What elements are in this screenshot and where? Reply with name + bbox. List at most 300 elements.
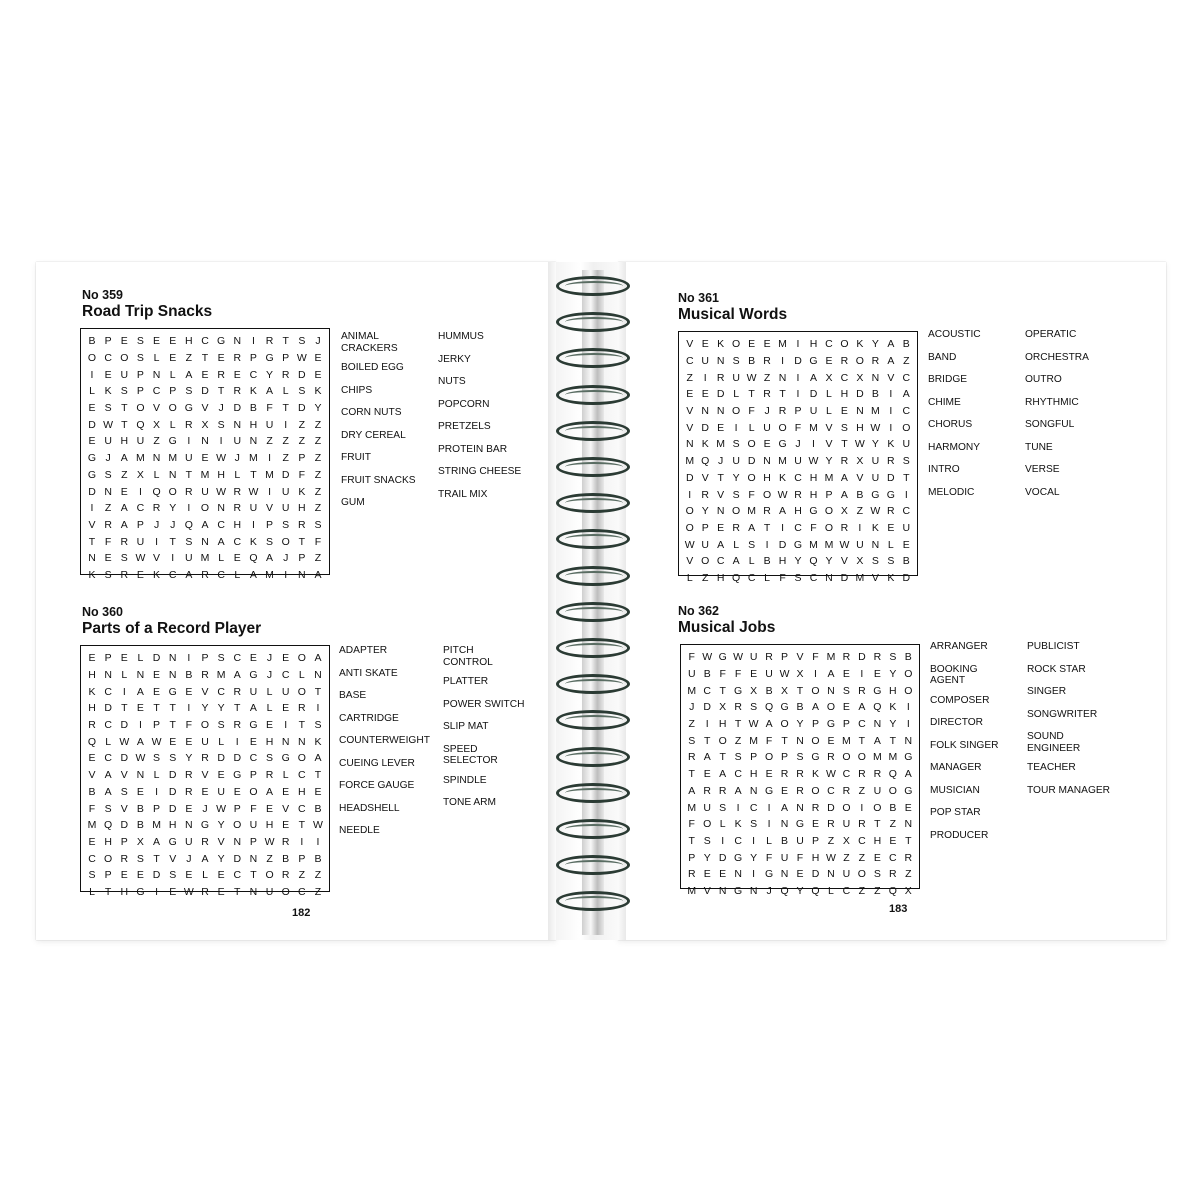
grid-letter: N bbox=[904, 734, 913, 747]
grid-letter: I bbox=[284, 719, 288, 732]
grid-letter: M bbox=[749, 734, 758, 747]
grid-letter: R bbox=[233, 485, 242, 498]
grid-letter: E bbox=[169, 735, 177, 748]
grid-letter: R bbox=[718, 784, 727, 797]
grid-letter: Z bbox=[314, 452, 322, 465]
grid-letter: E bbox=[873, 668, 881, 681]
grid-letter: D bbox=[809, 388, 818, 401]
grid-letter: S bbox=[217, 418, 225, 431]
grid-letter: A bbox=[249, 568, 257, 581]
grid-letter: R bbox=[827, 751, 835, 764]
grid-letter: R bbox=[201, 835, 209, 848]
grid-letter: N bbox=[825, 571, 833, 584]
grid-letter: D bbox=[201, 385, 209, 398]
grid-letter: E bbox=[88, 402, 96, 415]
grid-letter: J bbox=[689, 701, 695, 714]
word-list-item: GUM bbox=[341, 497, 365, 508]
grid-letter: U bbox=[136, 535, 145, 548]
grid-letter: W bbox=[825, 851, 836, 864]
grid-letter: B bbox=[871, 388, 879, 401]
grid-letter: A bbox=[873, 734, 881, 747]
grid-letter: M bbox=[687, 801, 697, 814]
grid-letter: E bbox=[825, 355, 833, 368]
grid-row bbox=[682, 419, 914, 436]
grid-letter: S bbox=[719, 801, 727, 814]
grid-letter: D bbox=[233, 402, 242, 415]
grid-letter: E bbox=[88, 752, 96, 765]
grid-letter: F bbox=[734, 668, 742, 681]
grid-letter: P bbox=[750, 751, 758, 764]
grid-letter: N bbox=[201, 435, 209, 448]
grid-letter: M bbox=[265, 468, 274, 481]
grid-letter: Y bbox=[217, 702, 225, 715]
grid-row bbox=[84, 567, 326, 584]
grid-letter: W bbox=[313, 819, 323, 832]
grid-letter: A bbox=[887, 338, 895, 351]
puzzle-360 bbox=[82, 605, 261, 638]
grid-letter: W bbox=[135, 552, 146, 565]
grid-row bbox=[684, 816, 916, 833]
grid-letter: G bbox=[778, 438, 787, 451]
grid-letter: R bbox=[201, 752, 209, 765]
grid-letter: Z bbox=[889, 818, 897, 831]
grid-letter: R bbox=[734, 701, 742, 714]
grid-letter: O bbox=[762, 488, 772, 501]
word-list-item: HUMMUS bbox=[438, 331, 484, 342]
grid-letter: D bbox=[168, 785, 177, 798]
grid-letter: J bbox=[266, 652, 273, 665]
grid-letter: H bbox=[840, 388, 849, 401]
grid-letter: N bbox=[701, 405, 709, 418]
grid-letter: H bbox=[763, 471, 771, 484]
grid-letter: R bbox=[827, 818, 835, 831]
grid-letter: L bbox=[282, 769, 289, 782]
grid-row bbox=[84, 383, 326, 400]
grid-letter: M bbox=[778, 338, 787, 351]
grid-letter: M bbox=[687, 684, 697, 697]
grid-letter: O bbox=[811, 734, 820, 747]
grid-letter: V bbox=[701, 471, 709, 484]
grid-letter: L bbox=[733, 538, 740, 551]
spiral-coil bbox=[556, 566, 630, 586]
grid-letter: V bbox=[686, 421, 694, 434]
grid-letter: U bbox=[104, 435, 112, 448]
grid-letter: Z bbox=[153, 435, 160, 448]
grid-letter: F bbox=[185, 719, 193, 732]
grid-letter: M bbox=[87, 819, 97, 832]
grid-letter: A bbox=[840, 471, 848, 484]
grid-letter: P bbox=[811, 834, 819, 847]
grid-row bbox=[682, 353, 914, 370]
grid-letter: R bbox=[281, 835, 290, 848]
grid-letter: Z bbox=[266, 435, 273, 448]
grid-letter: Q bbox=[873, 701, 882, 714]
word-list-item: OUTRO bbox=[1025, 374, 1062, 385]
grid-letter: M bbox=[809, 538, 818, 551]
grid-letter: T bbox=[858, 734, 866, 747]
grid-letter: L bbox=[153, 352, 160, 365]
grid-letter: E bbox=[201, 452, 209, 465]
grid-letter: E bbox=[796, 868, 804, 881]
grid-letter: O bbox=[857, 751, 866, 764]
grid-letter: T bbox=[169, 535, 176, 548]
grid-letter: E bbox=[136, 702, 144, 715]
grid-letter: J bbox=[202, 802, 208, 815]
grid-letter: V bbox=[717, 488, 725, 501]
grid-letter: N bbox=[136, 769, 145, 782]
grid-letter: U bbox=[732, 455, 740, 468]
grid-letter: N bbox=[298, 568, 306, 581]
grid-letter: Z bbox=[298, 869, 306, 882]
grid-row bbox=[684, 783, 916, 800]
grid-letter: U bbox=[217, 785, 225, 798]
grid-letter: O bbox=[701, 555, 710, 568]
grid-letter: S bbox=[104, 802, 112, 815]
grid-letter: V bbox=[686, 405, 694, 418]
grid-letter: P bbox=[282, 352, 290, 365]
grid-letter: J bbox=[105, 452, 111, 465]
grid-letter: F bbox=[719, 668, 726, 681]
grid-letter: X bbox=[719, 701, 727, 714]
grid-letter: I bbox=[889, 388, 893, 401]
grid-letter: C bbox=[104, 752, 112, 765]
grid-letter: A bbox=[748, 521, 756, 534]
grid-row bbox=[84, 683, 326, 700]
grid-letter: P bbox=[298, 552, 306, 565]
grid-letter: J bbox=[266, 669, 273, 682]
word-list-item: NEEDLE bbox=[339, 825, 380, 836]
grid-row bbox=[682, 453, 914, 470]
word-list-item: SPINDLE bbox=[443, 774, 487, 786]
grid-letter: T bbox=[121, 418, 128, 431]
grid-letter: L bbox=[234, 468, 241, 481]
grid-letter: L bbox=[169, 418, 176, 431]
grid-letter: C bbox=[217, 568, 225, 581]
word-list-item: SLIP MAT bbox=[443, 721, 489, 732]
grid-letter: E bbox=[233, 785, 241, 798]
grid-letter: B bbox=[314, 802, 322, 815]
grid-letter: I bbox=[860, 801, 864, 814]
grid-letter: E bbox=[88, 652, 96, 665]
grid-letter: A bbox=[314, 568, 322, 581]
grid-letter: N bbox=[298, 735, 306, 748]
grid-letter: I bbox=[122, 685, 126, 698]
grid-letter: S bbox=[120, 552, 128, 565]
grid-letter: K bbox=[88, 568, 96, 581]
grid-letter: L bbox=[234, 568, 241, 581]
grid-letter: U bbox=[902, 521, 911, 534]
grid-letter: A bbox=[201, 852, 209, 865]
grid-letter: L bbox=[89, 385, 95, 398]
grid-letter: H bbox=[809, 488, 818, 501]
grid-letter: N bbox=[249, 435, 258, 448]
grid-letter: G bbox=[809, 505, 818, 518]
grid-row bbox=[682, 369, 914, 386]
grid-letter: Z bbox=[686, 371, 693, 384]
grid-letter: O bbox=[168, 485, 177, 498]
grid-letter: R bbox=[201, 568, 209, 581]
grid-letter: W bbox=[733, 651, 744, 664]
grid-letter: E bbox=[233, 552, 241, 565]
grid-letter: I bbox=[268, 485, 271, 498]
grid-letter: U bbox=[281, 485, 290, 498]
grid-letter: X bbox=[781, 684, 789, 697]
grid-letter: U bbox=[249, 685, 258, 698]
grid-letter: T bbox=[234, 702, 241, 715]
grid-letter: F bbox=[298, 468, 306, 481]
spiral-coil bbox=[556, 783, 630, 803]
word-list-item: BRIDGE bbox=[928, 374, 968, 385]
grid-letter: I bbox=[812, 438, 815, 451]
grid-letter: I bbox=[235, 735, 239, 748]
grid-letter: E bbox=[750, 668, 758, 681]
grid-letter: C bbox=[842, 884, 851, 897]
grid-letter: R bbox=[778, 405, 787, 418]
grid-letter: V bbox=[169, 852, 177, 865]
grid-letter: E bbox=[249, 652, 257, 665]
grid-letter: U bbox=[136, 435, 145, 448]
grid-letter: O bbox=[873, 801, 882, 814]
grid-letter: J bbox=[315, 335, 321, 348]
grid-letter: Z bbox=[314, 418, 322, 431]
grid-letter: U bbox=[281, 685, 290, 698]
word-list-column bbox=[339, 645, 443, 848]
word-list-item: TUNE bbox=[1025, 441, 1053, 453]
grid-letter: R bbox=[763, 388, 771, 401]
grid-row bbox=[682, 486, 914, 503]
word-list bbox=[928, 329, 1120, 509]
grid-letter: H bbox=[88, 702, 96, 715]
grid-letter: I bbox=[155, 785, 159, 798]
grid-letter: V bbox=[686, 338, 694, 351]
spiral-coil bbox=[556, 819, 630, 839]
grid-letter: M bbox=[200, 552, 210, 565]
grid-letter: P bbox=[842, 718, 850, 731]
grid-letter: N bbox=[314, 669, 322, 682]
grid-letter: E bbox=[88, 435, 96, 448]
grid-letter: I bbox=[906, 701, 910, 714]
grid-letter: R bbox=[871, 355, 880, 368]
grid-letter: F bbox=[748, 488, 755, 501]
grid-letter: R bbox=[840, 455, 849, 468]
grid-letter: I bbox=[796, 371, 800, 384]
grid-letter: Z bbox=[856, 505, 864, 518]
grid-letter: G bbox=[249, 719, 258, 732]
grid-letter: R bbox=[152, 502, 161, 515]
grid-letter: S bbox=[703, 834, 711, 847]
grid-letter: E bbox=[169, 335, 177, 348]
grid-letter: H bbox=[889, 684, 897, 697]
grid-letter: U bbox=[856, 538, 864, 551]
grid-letter: J bbox=[234, 452, 240, 465]
grid-letter: I bbox=[284, 568, 288, 581]
grid-letter: G bbox=[281, 752, 290, 765]
grid-letter: R bbox=[185, 785, 193, 798]
grid-letter: Q bbox=[888, 884, 897, 897]
grid-letter: C bbox=[902, 405, 911, 418]
grid-letter: M bbox=[824, 471, 834, 484]
grid-letter: Z bbox=[266, 852, 273, 865]
word-list-item: CHIME bbox=[928, 396, 961, 408]
grid-letter: C bbox=[794, 521, 802, 534]
grid-letter: K bbox=[889, 701, 897, 714]
grid-letter: R bbox=[233, 385, 242, 398]
grid-letter: W bbox=[748, 718, 759, 731]
grid-letter: R bbox=[873, 651, 882, 664]
grid-row bbox=[684, 666, 916, 683]
grid-letter: U bbox=[842, 818, 851, 831]
grid-letter: R bbox=[265, 335, 274, 348]
grid-letter: X bbox=[856, 555, 864, 568]
grid-letter: R bbox=[185, 769, 193, 782]
grid-letter: V bbox=[825, 438, 833, 451]
grid-letter: Y bbox=[825, 555, 833, 568]
grid-letter: S bbox=[794, 571, 802, 584]
grid-letter: I bbox=[705, 718, 709, 731]
grid-letter: U bbox=[249, 502, 258, 515]
grid-letter: A bbox=[120, 502, 128, 515]
grid-letter: G bbox=[718, 651, 727, 664]
grid-letter: I bbox=[187, 702, 191, 715]
grid-letter: U bbox=[749, 651, 758, 664]
grid-letter: L bbox=[202, 869, 208, 882]
grid-letter: Z bbox=[903, 355, 910, 368]
grid-letter: S bbox=[750, 818, 758, 831]
grid-letter: H bbox=[120, 435, 129, 448]
word-list-item: RHYTHMIC bbox=[1025, 396, 1079, 408]
grid-letter: N bbox=[168, 468, 177, 481]
grid-letter: G bbox=[904, 751, 913, 764]
grid-letter: U bbox=[732, 371, 740, 384]
grid-letter: N bbox=[152, 368, 161, 381]
grid-letter: S bbox=[217, 719, 225, 732]
grid-letter: E bbox=[266, 802, 274, 815]
grid-letter: K bbox=[298, 485, 306, 498]
grid-letter: H bbox=[217, 468, 225, 481]
grid-letter: O bbox=[87, 352, 97, 365]
grid-letter: R bbox=[687, 868, 696, 881]
grid-letter: G bbox=[734, 684, 743, 697]
grid-letter: R bbox=[858, 768, 866, 781]
grid-letter: K bbox=[734, 818, 742, 831]
grid-letter: A bbox=[266, 385, 274, 398]
grid-letter: I bbox=[734, 421, 738, 434]
grid-letter: C bbox=[734, 834, 742, 847]
grid-letter: T bbox=[121, 702, 128, 715]
grid-row bbox=[682, 536, 914, 553]
grid-letter: G bbox=[217, 335, 226, 348]
grid-letter: V bbox=[703, 884, 711, 897]
grid-letter: K bbox=[717, 338, 725, 351]
grid-letter: Z bbox=[282, 435, 289, 448]
grid-letter: M bbox=[747, 505, 756, 518]
grid-letter: V bbox=[887, 371, 895, 384]
grid-letter: N bbox=[233, 835, 242, 848]
grid-letter: C bbox=[902, 371, 911, 384]
grid-letter: D bbox=[120, 819, 129, 832]
word-list-item: FORCE GAUGE bbox=[339, 780, 415, 791]
grid-letter: F bbox=[765, 734, 773, 747]
grid-letter: M bbox=[855, 571, 865, 584]
grid-letter: E bbox=[763, 438, 771, 451]
grid-letter: T bbox=[841, 438, 848, 451]
grid-letter: S bbox=[120, 385, 128, 398]
grid-letter: Q bbox=[811, 884, 820, 897]
grid-letter: S bbox=[314, 518, 322, 531]
grid-letter: S bbox=[750, 701, 758, 714]
grid-letter: T bbox=[217, 385, 225, 398]
grid-letter: T bbox=[748, 388, 755, 401]
grid-letter: T bbox=[703, 734, 711, 747]
grid-letter: M bbox=[152, 819, 161, 832]
grid-letter: E bbox=[153, 335, 161, 348]
grid-letter: J bbox=[795, 438, 801, 451]
grid-letter: N bbox=[88, 552, 96, 565]
grid-letter: V bbox=[88, 769, 96, 782]
grid-letter: Y bbox=[796, 718, 804, 731]
grid-letter: A bbox=[781, 801, 789, 814]
grid-letter: V bbox=[153, 552, 161, 565]
word-list-column bbox=[930, 641, 1027, 852]
grid-letter: K bbox=[779, 471, 787, 484]
grid-letter: C bbox=[825, 338, 833, 351]
grid-letter: E bbox=[120, 335, 128, 348]
grid-letter: C bbox=[168, 568, 177, 581]
grid-letter: A bbox=[314, 652, 322, 665]
grid-letter: R bbox=[796, 784, 804, 797]
grid-letter: G bbox=[184, 402, 193, 415]
grid-letter: T bbox=[282, 335, 289, 348]
word-list-item: ROCK STAR bbox=[1027, 663, 1086, 675]
word-list-item: NUTS bbox=[438, 376, 466, 387]
grid-letter: R bbox=[840, 355, 849, 368]
grid-letter: N bbox=[233, 418, 242, 431]
grid-letter: A bbox=[734, 784, 742, 797]
word-list-item: BASE bbox=[339, 690, 367, 701]
grid-letter: J bbox=[170, 518, 176, 531]
grid-letter: L bbox=[764, 571, 770, 584]
grid-letter: P bbox=[298, 452, 306, 465]
grid-letter: E bbox=[185, 869, 193, 882]
grid-letter: T bbox=[874, 818, 881, 831]
grid-letter: Z bbox=[688, 718, 695, 731]
grid-letter: K bbox=[314, 385, 322, 398]
grid-row bbox=[684, 849, 916, 866]
word-list-item: BOILED EGG bbox=[341, 362, 404, 373]
grid-letter: T bbox=[185, 468, 193, 481]
grid-letter: R bbox=[185, 418, 193, 431]
grid-letter: L bbox=[748, 421, 755, 434]
grid-letter: J bbox=[764, 405, 770, 418]
grid-letter: L bbox=[298, 669, 305, 682]
grid-letter: A bbox=[233, 669, 241, 682]
grid-letter: W bbox=[216, 485, 227, 498]
grid-letter: E bbox=[217, 769, 225, 782]
grid-letter: L bbox=[266, 685, 273, 698]
grid-letter: R bbox=[858, 818, 866, 831]
grid-letter: X bbox=[856, 455, 864, 468]
grid-letter: G bbox=[795, 818, 805, 831]
grid-letter: X bbox=[796, 668, 804, 681]
grid-letter: Z bbox=[121, 468, 128, 481]
grid-letter: R bbox=[88, 719, 96, 732]
grid-letter: H bbox=[749, 768, 758, 781]
grid-row bbox=[684, 732, 916, 749]
grid-letter: O bbox=[904, 684, 913, 697]
grid-letter: C bbox=[747, 571, 756, 584]
grid-letter: L bbox=[121, 669, 128, 682]
grid-letter: S bbox=[314, 719, 322, 732]
